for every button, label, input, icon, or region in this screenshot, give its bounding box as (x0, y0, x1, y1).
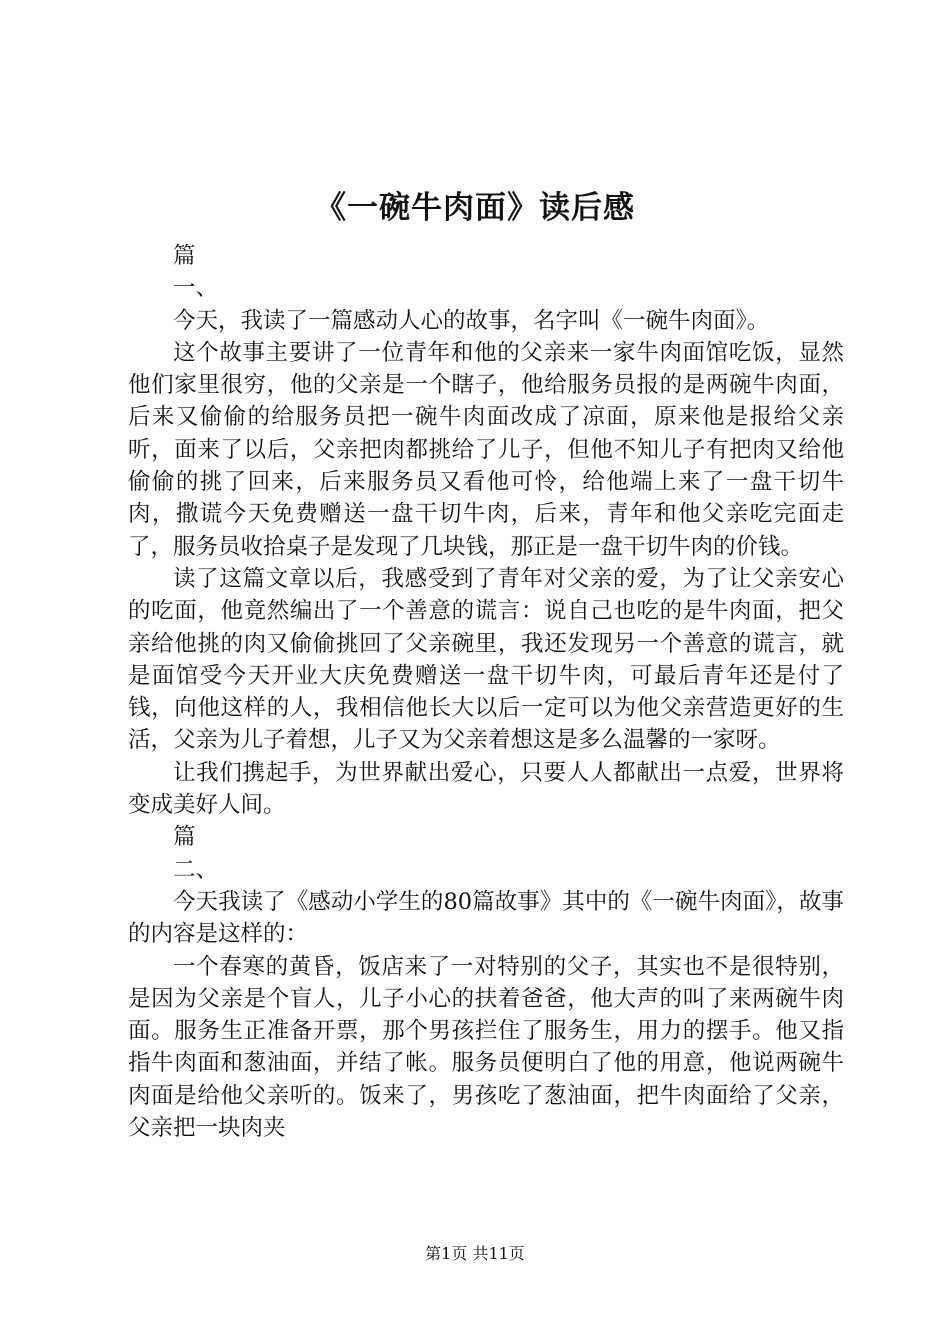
section-label-char: 篇 (173, 824, 196, 851)
paragraph: 这个故事主要讲了一位青年和他的父亲来一家牛肉面馆吃饭，显然他们家里很穷，他的父亲是一个瞎子，他给服务员报的是两碗牛肉面，后来又偷偷的给服务员把一碗牛肉面改成了凉面，原来他是报给父亲听，面来了以后，父亲把肉都挑给了儿子，但他不知儿子有把肉又给他偷偷的挑了回来，后来服务员又看他可怜，给他端上来了一盘干切牛肉，撒谎今天免费赠送一盘干切牛肉，后来，青年和他父亲吃完面走了，服务员收拾桌子是发现了几块钱，那正是一盘干切牛肉的价钱。 (128, 339, 844, 560)
page-footer: 第1页 共11页 (425, 1244, 525, 1263)
paragraph: 今天，我读了一篇感动人心的故事，名字叫《一碗牛肉面》。 (173, 307, 770, 334)
paragraph: 今天我读了《感动小学生的80篇故事》其中的《一碗牛肉面》，故事的内容是这样的： (128, 888, 844, 948)
paragraph: 一个春寒的黄昏，饭店来了一对特别的父子，其实也不是很特别，是因为父亲是个盲人，儿子小心的扶着爸爸，他大声的叫了来两碗牛肉面。服务生正准备开票，那个男孩拦住了服务生，用力的摆手。他又指指牛肉面和葱油面，并结了帐。服务员便明白了他的用意，他说两碗牛肉面是给他父亲听的。饭来了，男孩吃了葱油面，把牛肉面给了父亲，父亲把一块肉夹 (128, 953, 844, 1142)
section-label-char: 篇 (173, 243, 196, 269)
section-label-number: 一、 (173, 275, 219, 302)
paragraph: 读了这篇文章以后，我感受到了青年对父亲的爱，为了让父亲安心的吃面，他竟然编出了一个善意的谎言：说自己也吃的是牛肉面，把父亲给他挑的肉又偷偷挑回了父亲碗里，我还发现另一个善意的谎言，就是面馆受今天开业大庆免费赠送一盘干切牛肉，可最后青年还是付了钱，向他这样的人，我相信他长大以后一定可以为他父亲营造更好的生活，父亲为儿子着想，儿子又为父亲着想这是多么温馨的一家呀。 (128, 565, 844, 754)
section-label-number: 二、 (173, 856, 219, 883)
paragraph: 让我们携起手，为世界献出爱心，只要人人都献出一点爱，世界将变成美好人间。 (128, 759, 844, 819)
document-title: 《一碗牛肉面》读后感 (315, 190, 635, 226)
document-body (128, 240, 844, 1144)
